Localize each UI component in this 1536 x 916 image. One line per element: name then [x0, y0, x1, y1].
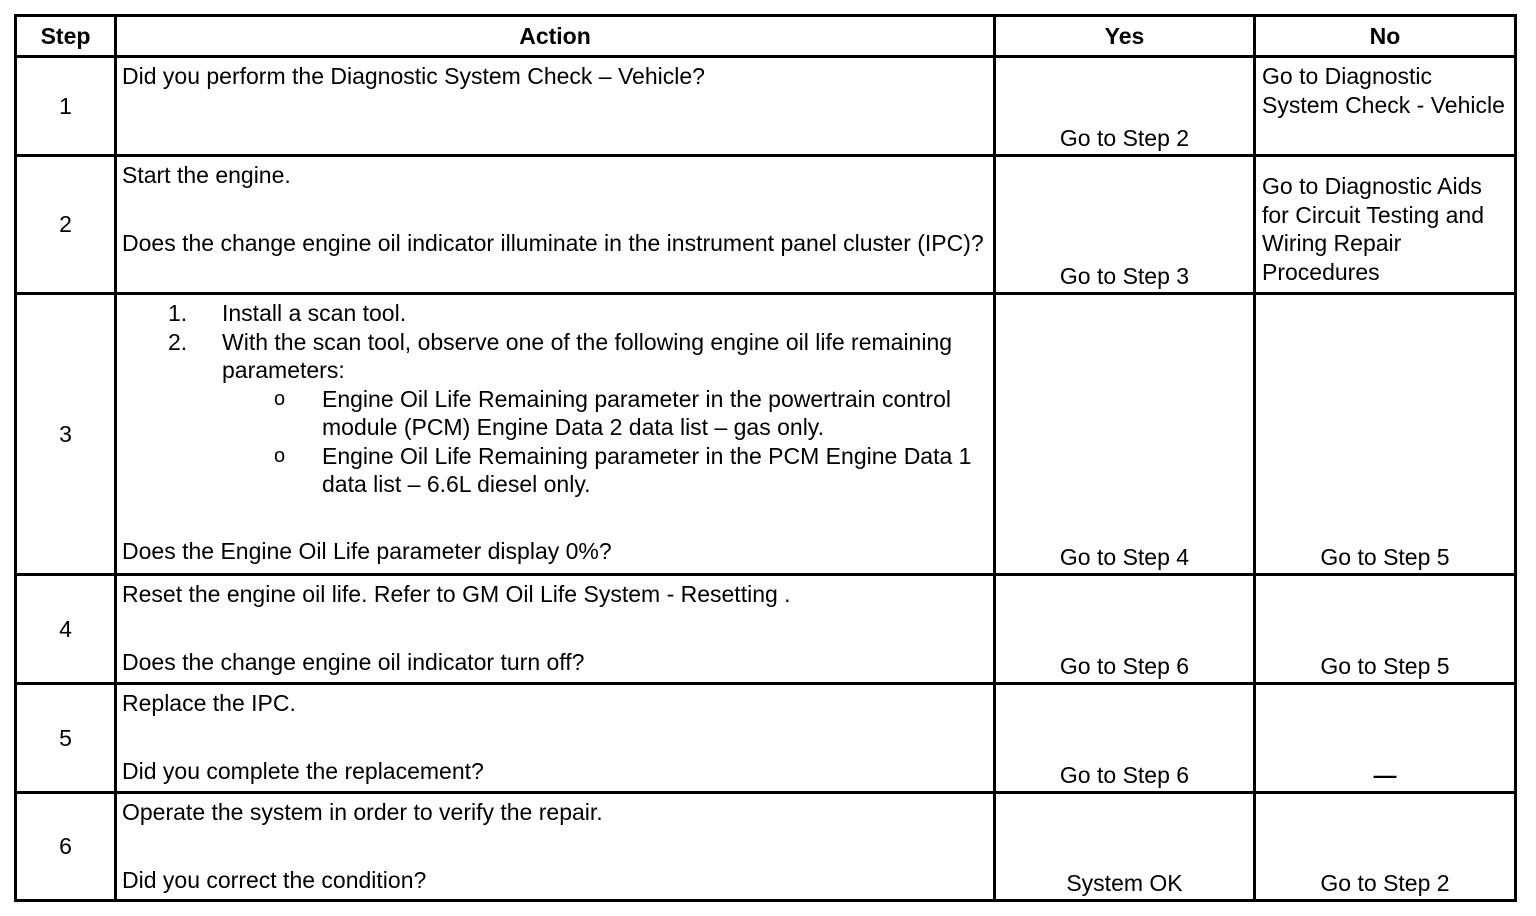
substep-item: [168, 299, 987, 328]
parameter-item: [268, 442, 987, 499]
substep-text: Install a scan tool.: [222, 300, 407, 326]
action-cell: [116, 156, 995, 294]
yes-link[interactable]: Go to Step 4: [995, 294, 1255, 575]
step-number: 6: [16, 793, 116, 901]
header-step: Step: [16, 16, 116, 57]
question-text: Does the Engine Oil Life parameter display 0%?: [122, 537, 612, 564]
header-action: Action: [116, 16, 995, 57]
header-row: [16, 16, 1516, 57]
no-link[interactable]: Go to Diagnostic Aids for Circuit Testing and Wiring Repair Procedures: [1255, 156, 1516, 294]
yes-link[interactable]: Go to Step 6: [995, 575, 1255, 684]
yes-link[interactable]: Go to Step 6: [995, 684, 1255, 793]
substep-number: 1.: [168, 300, 188, 326]
step-number: 2: [16, 156, 116, 294]
question-text: Does the change engine oil indicator illuminate in the instrument panel cluster (IPC)?: [122, 229, 984, 256]
action-cell: [116, 57, 995, 156]
bullet-icon: o: [274, 444, 286, 467]
parameter-item: [268, 385, 987, 442]
header-yes: Yes: [995, 16, 1255, 57]
parameter-text: Engine Oil Life Remaining parameter in the powertrain control module (PCM) Engine Data 2 data list – gas only.: [322, 385, 951, 440]
parameter-list: [222, 385, 987, 499]
step-number: 4: [16, 575, 116, 684]
action-cell: [116, 294, 995, 575]
action-cell: [116, 575, 995, 684]
step-number: 1: [16, 57, 116, 156]
no-link[interactable]: Go to Step 2: [1255, 793, 1516, 901]
action-text: Did you perform the Diagnostic System Check – Vehicle?: [122, 63, 705, 89]
bullet-icon: o: [274, 387, 286, 410]
action-text: Replace the IPC.: [122, 690, 296, 716]
substep-item: [168, 328, 987, 499]
table-row: [16, 684, 1516, 793]
no-link[interactable]: Go to Step 5: [1255, 294, 1516, 575]
no-dash: —: [1255, 684, 1516, 793]
no-link[interactable]: Go to Diagnostic System Check - Vehicle: [1255, 57, 1516, 156]
question-text: Does the change engine oil indicator turn off?: [122, 648, 585, 675]
table-row: [16, 57, 1516, 156]
yes-link[interactable]: Go to Step 3: [995, 156, 1255, 294]
substep-list: [122, 299, 987, 499]
yes-link[interactable]: Go to Step 2: [995, 57, 1255, 156]
action-text: Operate the system in order to verify the repair.: [122, 799, 603, 825]
table-row: [16, 156, 1516, 294]
step-number: 3: [16, 294, 116, 575]
table-row: [16, 793, 1516, 901]
parameter-text: Engine Oil Life Remaining parameter in the PCM Engine Data 1 data list – 6.6L diesel only.: [322, 442, 972, 497]
action-cell: [116, 793, 995, 901]
action-cell: [116, 684, 995, 793]
diagnostic-table: [14, 14, 1517, 902]
question-text: Did you correct the condition?: [122, 866, 427, 893]
step-number: 5: [16, 684, 116, 793]
table-row: [16, 294, 1516, 575]
substep-text: With the scan tool, observe one of the following engine oil life remaining parameters:: [222, 328, 953, 383]
question-text: Did you complete the replacement?: [122, 757, 484, 784]
header-no: No: [1255, 16, 1516, 57]
table-row: [16, 575, 1516, 684]
substep-number: 2.: [168, 328, 188, 355]
action-text: Reset the engine oil life. Refer to GM Oil Life System - Resetting .: [122, 581, 791, 607]
action-text: Start the engine.: [122, 162, 291, 188]
no-link[interactable]: Go to Step 5: [1255, 575, 1516, 684]
yes-result: System OK: [995, 793, 1255, 901]
